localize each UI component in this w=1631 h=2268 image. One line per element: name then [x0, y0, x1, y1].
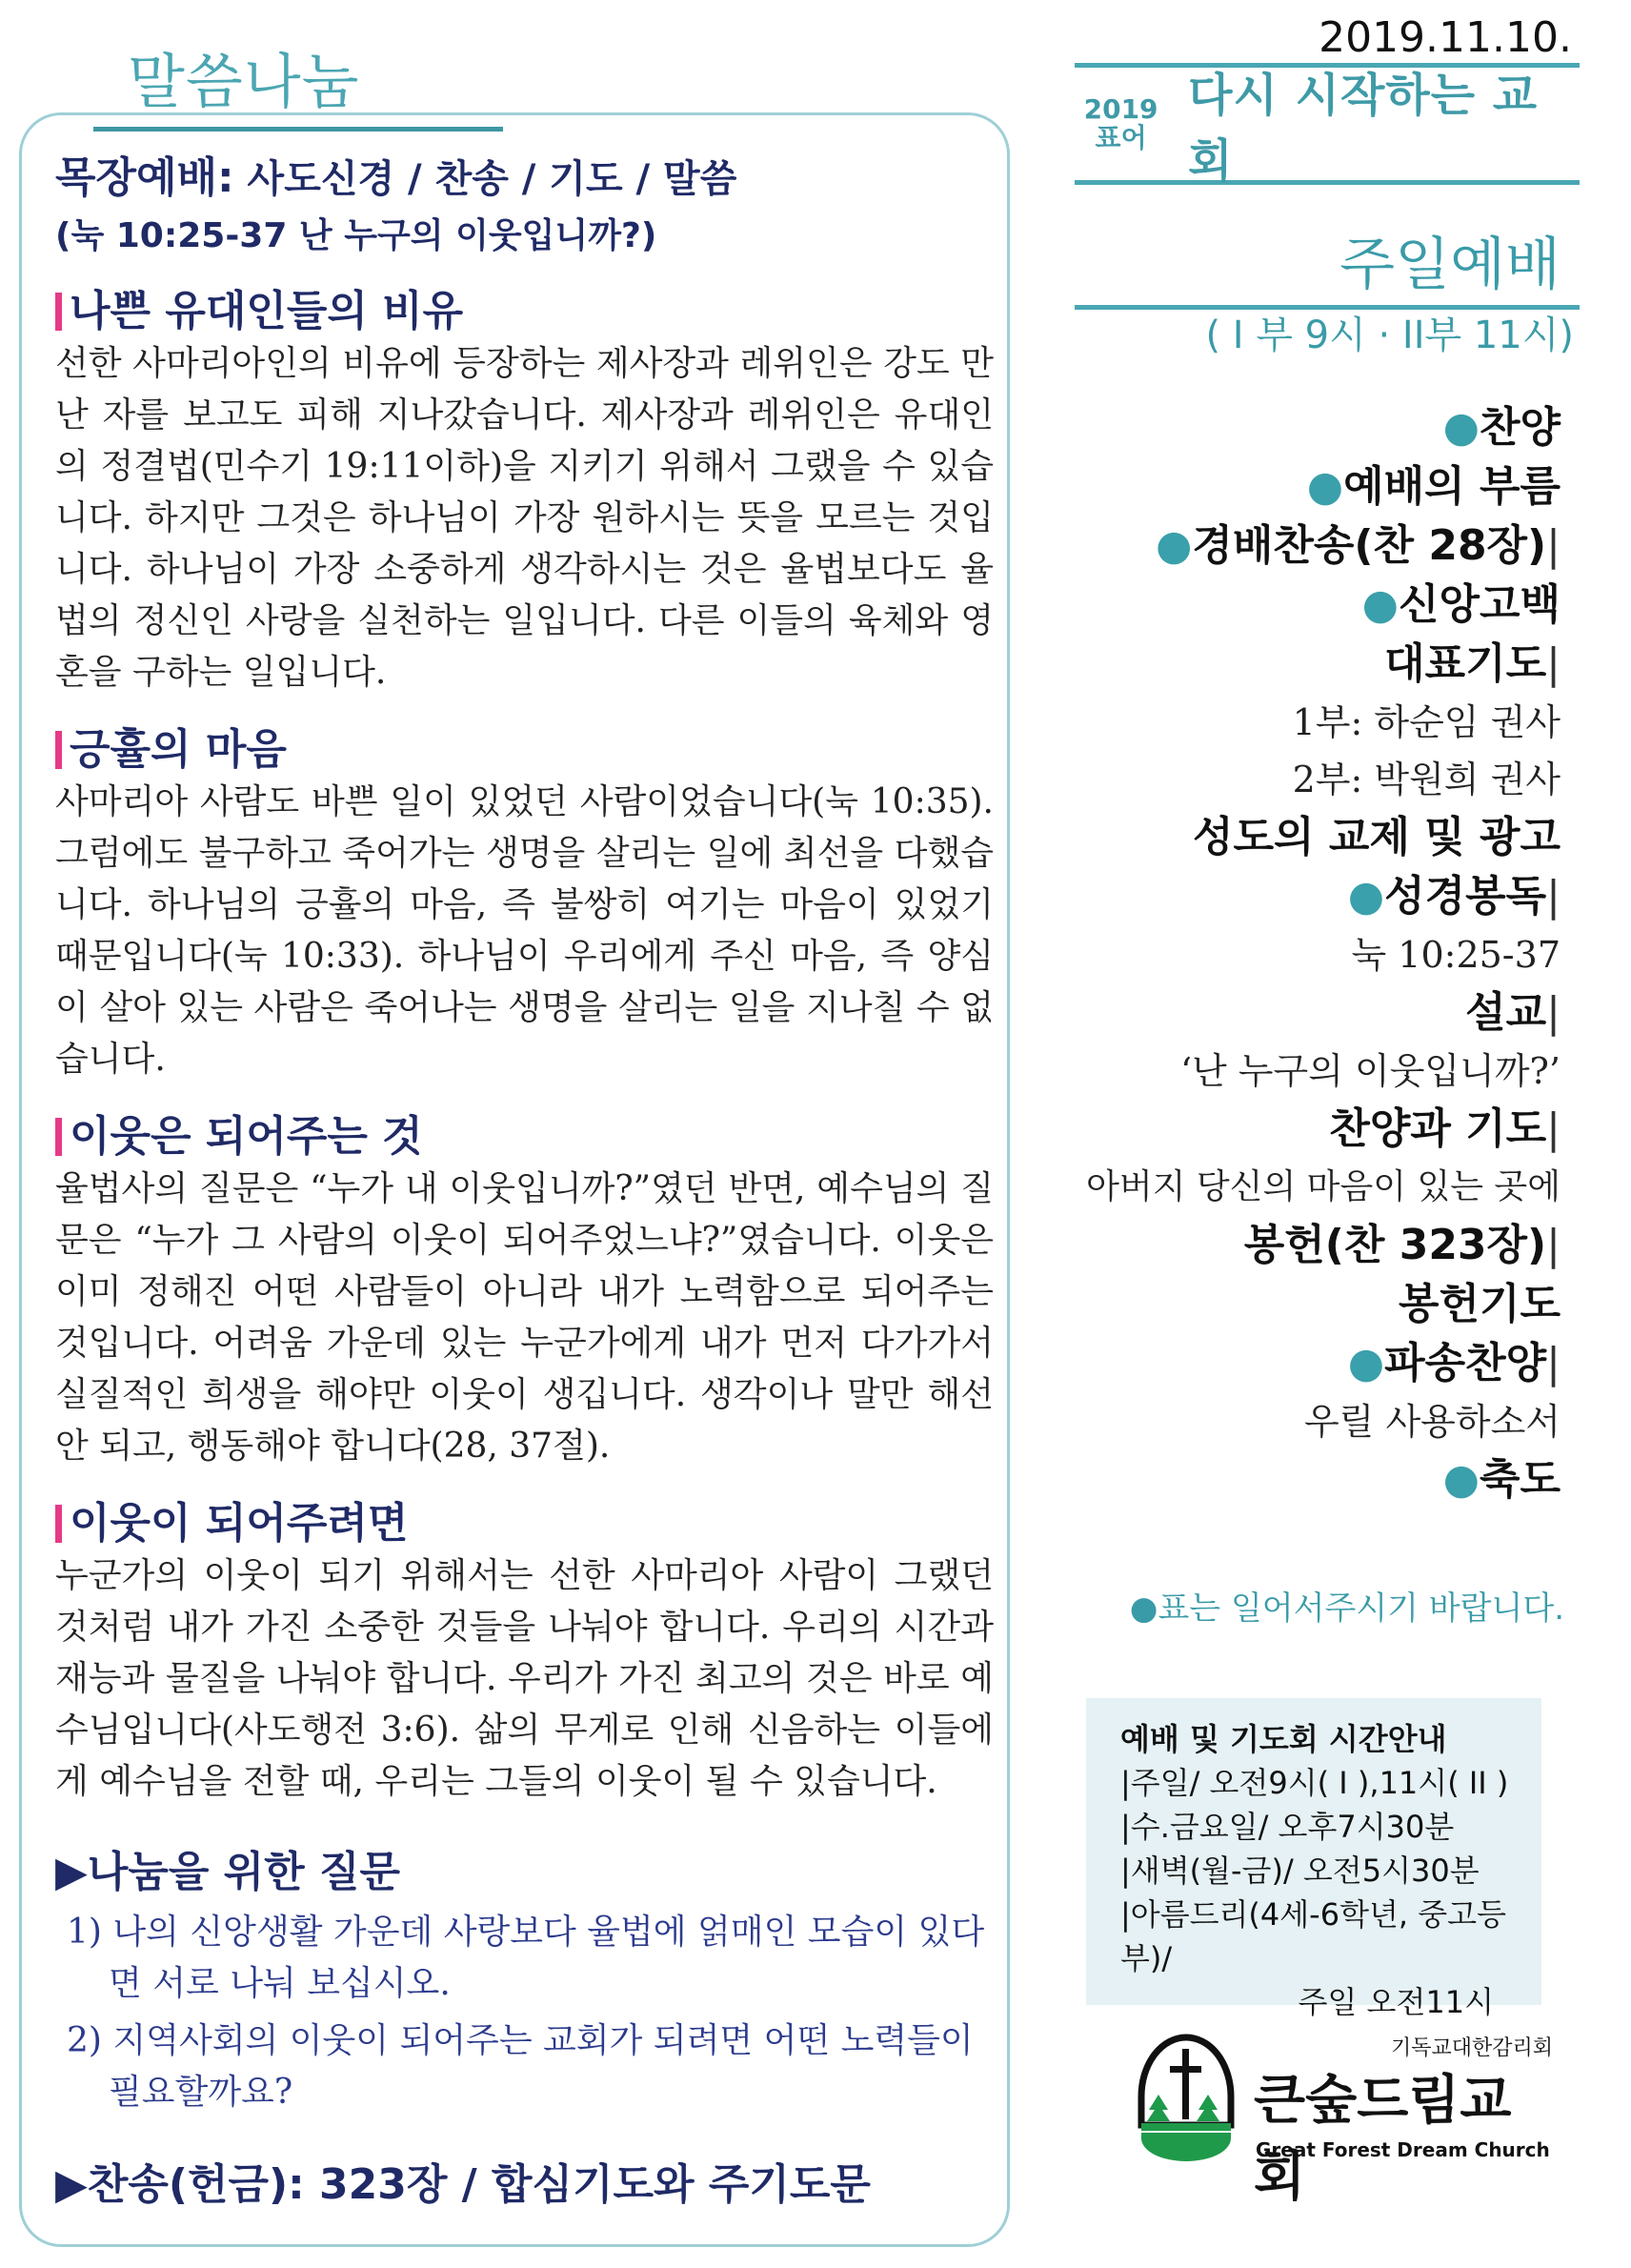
- standing-dot-icon: ●: [1442, 403, 1480, 452]
- church-name-english: Great Forest Dream Church: [1256, 2138, 1550, 2161]
- order-item-detail: 아버지 당신의 마음이 있는 곳에: [1086, 1167, 1561, 1206]
- order-item-detail: 눅 10:25-37: [1351, 934, 1561, 976]
- order-item: [989, 867, 1561, 926]
- schedule-info-line: 주일 오전11시: [1298, 1984, 1494, 2020]
- motto-year: 2019: [1083, 93, 1158, 125]
- order-item-detail: ‘난 누구의 이웃입니까?’: [1179, 1050, 1561, 1092]
- order-item-bar: |: [1546, 988, 1561, 1037]
- schedule-info-box: [1086, 1698, 1541, 2020]
- motto-text: 다시 시작하는 교회: [1188, 69, 1539, 188]
- standing-dot-icon: ●: [1361, 580, 1399, 629]
- order-item-label: 성경봉독: [1384, 872, 1547, 921]
- sermon-study-content: [55, 152, 994, 2214]
- order-item-label: 파송찬양: [1384, 1339, 1547, 1387]
- section-marker-bar: [55, 293, 62, 331]
- order-item-label: 예배의 부름: [1343, 462, 1561, 511]
- left-header-title: 말씀나눔: [128, 47, 360, 116]
- study-section-title: [55, 723, 994, 777]
- sharing-questions: [55, 1844, 994, 2118]
- order-item-bar: |: [1546, 639, 1561, 688]
- study-section-body: 누군가의 이웃이 되기 위해서는 선한 사마리아 사람이 그랬던 것처럼 내가 가진 소중한 것들을 나눠야 합니다. 우리의 시간과 재능과 물질을 나눠야 합니다. 우리가 가진 최고의 것은 바로 예수님입니다(사도행전 3:6). 삶의 무게로 인해 신음하는 이들에게 예수님을 전할 때, 우리는 그들의 이웃이 될 수 있습니다.: [55, 1556, 994, 1801]
- order-item: [989, 457, 1561, 516]
- section-marker-bar: [55, 1118, 62, 1156]
- order-item: [989, 516, 1561, 576]
- schedule-info-line: |주일/ 오전9시( I ),11시( II ): [1120, 1765, 1509, 1801]
- order-item: [989, 576, 1561, 635]
- sharing-questions-title: ▶나눔을 위한 질문: [55, 1848, 401, 1896]
- order-item-label: 설교: [1465, 988, 1547, 1037]
- bulletin-date: 2019.11.10.: [1319, 13, 1572, 62]
- closing-hymn-line: ▶찬송(헌금): 323장 / 합심기도와 주기도문: [55, 2160, 871, 2209]
- cell-worship-heading-bold: 목장예배:: [55, 153, 234, 202]
- order-item: [989, 808, 1561, 867]
- order-item-label: 봉헌(찬 323장): [1243, 1221, 1547, 1269]
- order-item-bar: |: [1546, 872, 1561, 921]
- section-marker-bar: [55, 1505, 62, 1543]
- study-section-title-text: 나쁜 유대인들의 비유: [70, 287, 464, 335]
- standing-dot-icon: ●: [1347, 1339, 1385, 1387]
- order-item-label: 경배찬송(찬 28장): [1192, 521, 1547, 570]
- schedule-info-line: |아름드리(4세-6학년, 중고등부)/: [1120, 1896, 1506, 1976]
- denomination: 기독교대한감리회: [1390, 2036, 1553, 2060]
- order-item: [989, 398, 1561, 457]
- study-sections: [55, 285, 994, 1808]
- standing-dot-icon: ●: [1347, 872, 1385, 921]
- schedule-info-line: |새벽(월-금)/ 오전5시30분: [1120, 1853, 1480, 1889]
- order-item-bar: |: [1546, 1104, 1561, 1153]
- study-section: [55, 723, 994, 1085]
- study-section: [55, 1110, 994, 1472]
- church-logo-icon: [1134, 2030, 1238, 2163]
- standing-dot-icon: ●: [1306, 462, 1344, 511]
- service-title: 주일예배: [1339, 232, 1561, 298]
- order-item-bar: |: [1546, 521, 1561, 570]
- order-item: [989, 1275, 1561, 1334]
- cell-worship-subheading: (눅 10:25-37 난 누구의 이웃입니까?): [55, 216, 657, 255]
- sharing-question: 1) 나의 신앙생활 가운데 사랑보다 율법에 얽매인 모습이 있다면 서로 나눠 보십시오.: [67, 1913, 985, 2003]
- order-item-detail: 1부: 하순임 권사: [1292, 701, 1561, 743]
- sharing-question: 2) 지역사회의 이웃이 되어주는 교회가 되려면 어떤 노력들이 필요할까요?: [67, 2021, 974, 2112]
- service-times: ( I 부 9시 · II부 11시): [1205, 314, 1574, 357]
- study-section: [55, 285, 994, 699]
- standing-dot-icon: ●: [1442, 1455, 1480, 1504]
- order-item-label: 신앙고백: [1398, 580, 1561, 629]
- study-section-title-text: 이웃이 되어주려면: [70, 1499, 409, 1548]
- church-name-korean: 큰숲드림교회: [1254, 2070, 1512, 2208]
- order-item: [989, 1450, 1561, 1509]
- order-of-worship: [989, 398, 1561, 1509]
- order-item-label: 성도의 교제 및 광고: [1193, 813, 1561, 861]
- schedule-info-line: |수.금요일/ 오후7시30분: [1120, 1809, 1455, 1845]
- order-item-label: 찬양: [1479, 403, 1561, 452]
- study-section-title-text: 긍휼의 마음: [70, 725, 287, 774]
- order-item: [989, 635, 1561, 694]
- study-section-body: 사마리아 사람도 바쁜 일이 있었던 사람이었습니다(눅 10:35). 그럼에도 불구하고 죽어가는 생명을 살리는 일에 최선을 다했습니다. 하나님의 긍휼의 마음, 즉 불쌍히 여기는 마음이 있었기 때문입니다(눅 10:33). 하나님이 우리에게 주신 마음, 즉 양심이 살아 있는 사람은 죽어나는 생명을 살리는 일을 지나칠 수 없습니다.: [55, 782, 994, 1079]
- study-section: [55, 1497, 994, 1808]
- service-title-block: [1075, 219, 1580, 310]
- order-item-label: 봉헌기도: [1398, 1280, 1561, 1328]
- motto-year-label: [1075, 95, 1167, 152]
- order-item: [989, 983, 1561, 1043]
- order-item-detail: 2부: 박원희 권사: [1292, 759, 1561, 800]
- study-section-title: [55, 285, 994, 338]
- order-item-label: 축도: [1479, 1455, 1561, 1504]
- order-item: [989, 1216, 1561, 1275]
- order-item: [989, 1334, 1561, 1393]
- order-item: [989, 1100, 1561, 1159]
- stand-note: ●표는 일어서주시기 바랍니다.: [1129, 1590, 1564, 1628]
- order-item-bar: |: [1546, 1221, 1561, 1269]
- order-item-label: 대표기도: [1384, 639, 1547, 688]
- motto-label: 표어: [1095, 122, 1147, 153]
- cell-worship-heading-rest: 사도신경 / 찬송 / 기도 / 말씀: [233, 157, 737, 201]
- motto-bar: [1075, 63, 1580, 188]
- schedule-info-title: 예배 및 기도회 시간안내: [1120, 1721, 1447, 1757]
- church-brand: [1134, 2026, 1553, 2208]
- study-section-title-text: 이웃은 되어주는 것: [70, 1112, 423, 1161]
- study-section-title: [55, 1110, 994, 1164]
- study-section-body: 선한 사마리아인의 비유에 등장하는 제사장과 레위인은 강도 만난 자를 보고도 피해 지나갔습니다. 제사장과 레위인은 유대인의 정결법(민수기 19:11이하)을 지키기 위해서 그랬을 수 있습니다. 하지만 그것은 하나님이 가장 원하시는 뜻을 모르는 것입니다. 하나님이 가장 소중하게 생각하시는 것은 율법보다도 율법의 정신인 사랑을 실천하는 일입니다. 다른 이들의 육체와 영혼을 구하는 일입니다.: [55, 344, 994, 692]
- study-section-body: 율법사의 질문은 “누가 내 이웃입니까?”였던 반면, 예수님의 질문은 “누가 그 사람의 이웃이 되어주었느냐?”였습니다. 이웃은 이미 정해진 어떤 사람들이 아니라 내가 노력함으로 되어주는 것입니다. 어려움 가운데 있는 누군가에게 내가 먼저 다가가서 실질적인 희생을 해야만 이웃이 생깁니다. 생각이나 말만 해선 안 되고, 행동해야 합니다(28, 37절).: [55, 1169, 994, 1466]
- study-section-title: [55, 1497, 994, 1550]
- order-item-detail: 우릴 사용하소서: [1303, 1401, 1561, 1443]
- order-item-bar: |: [1546, 1339, 1561, 1387]
- order-item-label: 찬양과 기도: [1329, 1104, 1547, 1153]
- section-marker-bar: [55, 731, 62, 769]
- cell-worship-heading: [55, 152, 994, 205]
- standing-dot-icon: ●: [1155, 521, 1193, 570]
